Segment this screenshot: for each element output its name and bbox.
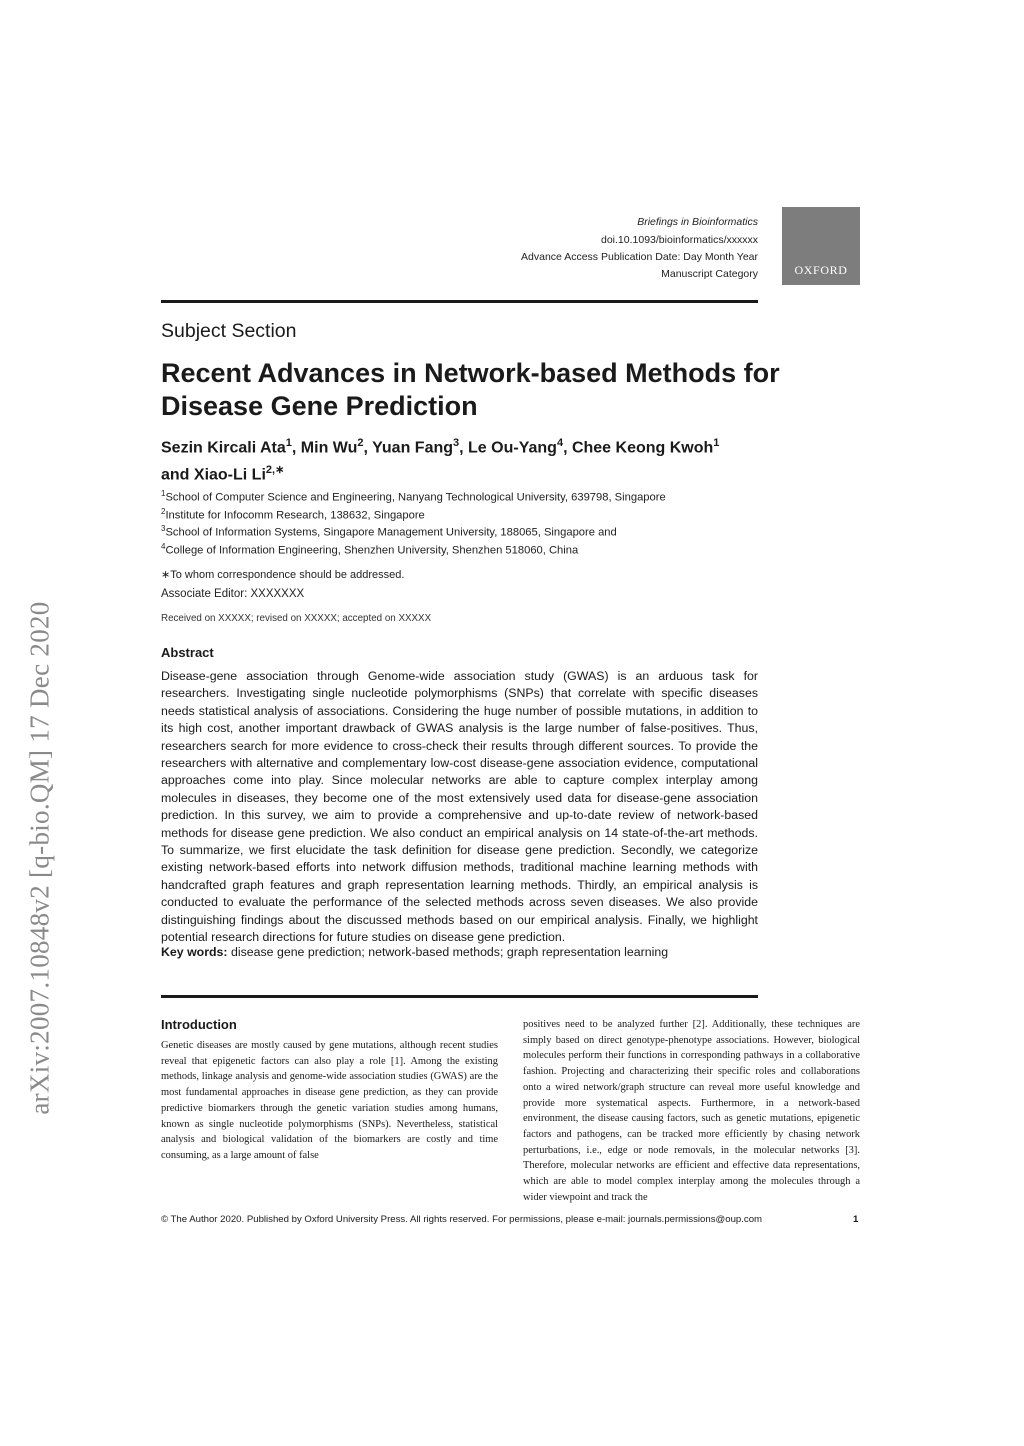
affiliation (161, 524, 617, 539)
correspondence-note: ∗To whom correspondence should be addressed. (161, 569, 405, 581)
paper-title: Recent Advances in Network-based Methods for Disease Gene Prediction (161, 358, 780, 421)
abstract-body: Disease-gene association through Genome-wide association study (GWAS) is an arduous task for researchers. Investigating single nucleotide polymorphisms (SNPs) that correlate with specific diseases needs statistical analysis of associations. Considering the huge number of possible mutations, in addition to its high cost, another important drawback of GWAS analysis is the large number of false-positives. Thus, researchers search for more evidence to cross-check their results through different sources. To provide the researchers with alternative and complementary low-cost disease-gene association evidence, computational approaches come into play. Since molecular networks are able to capture complex interplay among molecules in diseases, they become one of the most extensively used data for disease-gene association prediction. In this survey, we aim to provide a comprehensive and up-to-date review of network-based methods for disease gene prediction. We also conduct an empirical analysis on 14 state-of-the-art methods. To summarize, we first elucidate the task definition for disease gene prediction. Secondly, we categorize existing network-based efforts into network diffusion methods, traditional machine learning methods with handcrafted graph features and graph representation learning methods. Thirdly, an empirical analysis is conducted to evaluate the performance of the selected methods across seven diseases. We also provide distinguishing findings about the discussed methods based on our empirical analysis. Finally, we highlight potential research directions for future studies on disease gene prediction. (161, 669, 758, 945)
author-affil-mark: 2 (357, 437, 364, 449)
author-name: Xiao-Li Li (193, 466, 266, 484)
received-dates: Received on XXXXX; revised on XXXXX; accepted on XXXXX (161, 613, 432, 624)
author-affil-mark: 4 (556, 437, 564, 449)
keywords (161, 944, 758, 961)
affiliation (161, 489, 666, 504)
author-affil-mark: 1 (285, 437, 292, 449)
affiliation-number: 2 (161, 507, 166, 516)
author-separator: and (161, 466, 194, 484)
oxford-logo-text: OXFORD (794, 263, 848, 277)
journal-name: Briefings in Bioinformatics (637, 216, 758, 228)
keywords-text: disease gene prediction; network-based methods; graph representation learning (230, 945, 669, 959)
affiliation-text: School of Information Systems, Singapore Management University, 188065, Singapore and (165, 526, 617, 539)
affiliation-text: School of Computer Science and Engineering, Nanyang Technological University, 639798, Singapore (165, 491, 666, 504)
affiliation-text: Institute for Infocomm Research, 138632, Singapore (165, 509, 425, 522)
introduction-left-column: Genetic diseases are mostly caused by gene mutations, although recent studies reveal that epigenetic factors can also play a role [1]. Among the existing methods, linkage analysis and genome-wide association studies (GWAS) are the most fundamental approaches in disease gene prediction, as they can provide predictive biomarkers through the genetic variation studies among humans, known as single nucleotide polymorphisms (SNPs). Nevertheless, statistical analysis and biological validation of the biomarkers are costly and time consuming, as a large amount of false (161, 1040, 498, 1161)
affiliation (161, 507, 425, 522)
affiliation (161, 542, 578, 557)
author-separator: , (291, 439, 301, 457)
author-name: Min Wu (300, 439, 358, 457)
author-list (161, 432, 821, 487)
oxford-logo (782, 207, 860, 285)
introduction-heading: Introduction (161, 1017, 237, 1032)
author-name: Sezin Kircali Ata (161, 439, 286, 457)
affiliation-number: 3 (161, 524, 166, 533)
arxiv-stamp-text: arXiv:2007.10848v2 [q-bio.QM] 17 Dec 2020 (24, 601, 55, 1115)
associate-editor: Associate Editor: XXXXXXX (161, 588, 305, 600)
author-affil-mark: 1 (713, 437, 720, 449)
abstract-heading: Abstract (161, 645, 214, 660)
keywords-label: Key words: (161, 945, 228, 959)
subject-section: Subject Section (161, 320, 297, 342)
journal-doi[interactable]: doi.10.1093/bioinformatics/xxxxxx (601, 234, 758, 246)
author-separator: , (563, 439, 572, 457)
affiliation-number: 4 (161, 542, 166, 551)
header-divider (161, 300, 758, 303)
affiliation-text: College of Information Engineering, Shenzhen University, Shenzhen 518060, China (165, 544, 579, 557)
author-separator: , (363, 439, 373, 457)
publication-date: Advance Access Publication Date: Day Month Year (521, 251, 758, 263)
author-name: Yuan Fang (372, 439, 454, 457)
author-affil-mark: 2,∗ (265, 464, 285, 477)
abstract-divider (161, 995, 758, 998)
introduction-right-column: positives need to be analyzed further [2]. Additionally, these techniques are simply based on direct genotype-phenotype associations. However, biological molecules perform their functions in corresponding pathways in a collaborative fashion. Projecting and characterizing their specific roles and collaborations onto a wired network/graph structure can reveal more useful knowledge and provide more systematical aspects. Furthermore, in a network-based environment, the disease causing factors, such as genetic mutations, epigenetic factors and pathogens, can be tracked more efficiently by chasing network perturbations, i.e., edge or node removals, in the molecular networks [3]. Therefore, molecular networks are efficient and effective data representations, which are able to model complex interplay among the molecules through a wider viewpoint and track the (523, 1019, 860, 1203)
copyright-footer: © The Author 2020. Published by Oxford University Press. All rights reserved. For permissions, please e-mail: journals.permissions@oup.com (161, 1214, 763, 1225)
page-number: 1 (853, 1214, 859, 1225)
manuscript-category: Manuscript Category (661, 268, 758, 280)
author-name: Chee Keong Kwoh (571, 439, 714, 457)
author-separator: , (459, 439, 469, 457)
author-name: Le Ou-Yang (468, 439, 557, 457)
author-affil-mark: 3 (453, 437, 460, 449)
affiliation-number: 1 (161, 489, 166, 498)
